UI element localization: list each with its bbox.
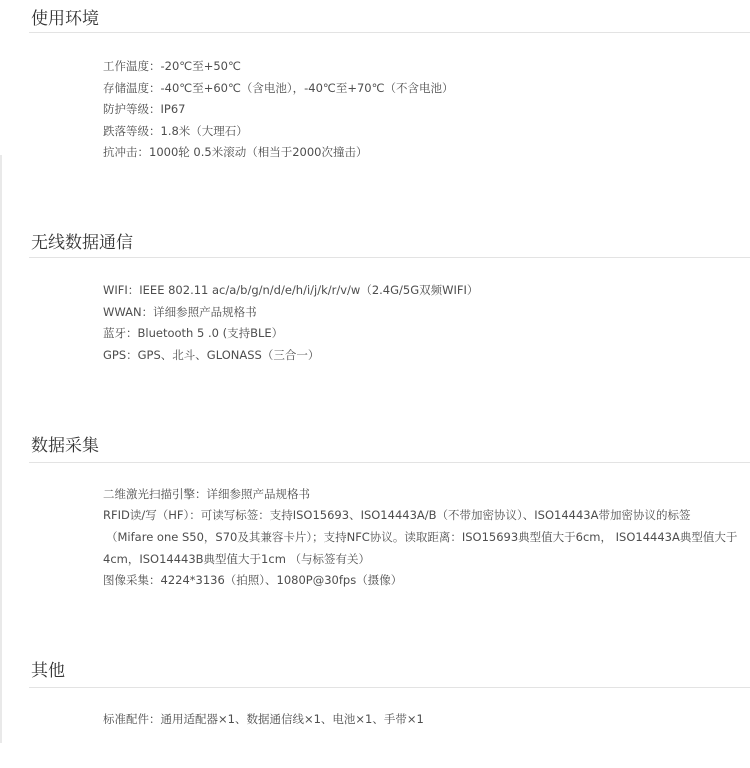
spec-line-tumble: 抗冲击：1000轮 0.5米滚动（相当于2000次撞击） bbox=[103, 145, 368, 159]
spec-line-rfid-cont: （Mifare one S50，S70及其兼容卡片）；支持NFC协议。读取距离：ISO15693典型值大于6cm， ISO14443A典型值大于 bbox=[106, 530, 738, 544]
spec-line-scan-engine: 二维激光扫描引擎：详细参照产品规格书 bbox=[103, 487, 310, 501]
spec-line-wwan: WWAN：详细参照产品规格书 bbox=[103, 305, 257, 319]
page-bottom bbox=[0, 743, 750, 768]
spec-line-rfid-distance: 4cm，ISO14443B典型值大于1cm （与标签有关） bbox=[103, 552, 371, 566]
left-edge-strip bbox=[0, 155, 2, 745]
spec-line-wifi: WIFI：IEEE 802.11 ac/a/b/g/n/d/e/h/i/j/k/r/v/w（2.4G/5G双频WIFI） bbox=[103, 283, 479, 297]
spec-line-gps: GPS：GPS、北斗、GLONASS（三合一） bbox=[103, 348, 320, 362]
spec-line-image-capture: 图像采集：4224*3136（拍照）、1080P@30fps（摄像） bbox=[103, 573, 403, 587]
section-title: 无线数据通信 bbox=[31, 233, 133, 253]
section-title: 使用环境 bbox=[31, 9, 99, 29]
section-divider bbox=[29, 462, 750, 463]
section-divider bbox=[29, 687, 750, 688]
spec-line-accessories: 标准配件：通用适配器×1、数据通信线×1、电池×1、手带×1 bbox=[103, 712, 424, 726]
spec-line-rfid: RFID读/写（HF）：可读写标签：支持ISO15693、ISO14443A/B（不带加密协议）、ISO14443A带加密协议的标签 bbox=[103, 508, 691, 522]
spec-line-protection: 防护等级：IP67 bbox=[103, 102, 186, 116]
section-divider bbox=[29, 32, 750, 33]
spec-line-bluetooth: 蓝牙：Bluetooth 5 .0 (支持BLE） bbox=[103, 326, 284, 340]
spec-line-drop: 跌落等级：1.8米（大理石） bbox=[103, 124, 248, 138]
section-divider bbox=[29, 257, 750, 258]
section-title: 数据采集 bbox=[31, 436, 99, 456]
section-title: 其他 bbox=[31, 661, 65, 681]
spec-line-storage-temp: 存储温度：-40℃至+60℃（含电池），-40℃至+70℃（不含电池） bbox=[103, 81, 454, 95]
spec-line-operating-temp: 工作温度：-20℃至+50℃ bbox=[103, 59, 241, 73]
